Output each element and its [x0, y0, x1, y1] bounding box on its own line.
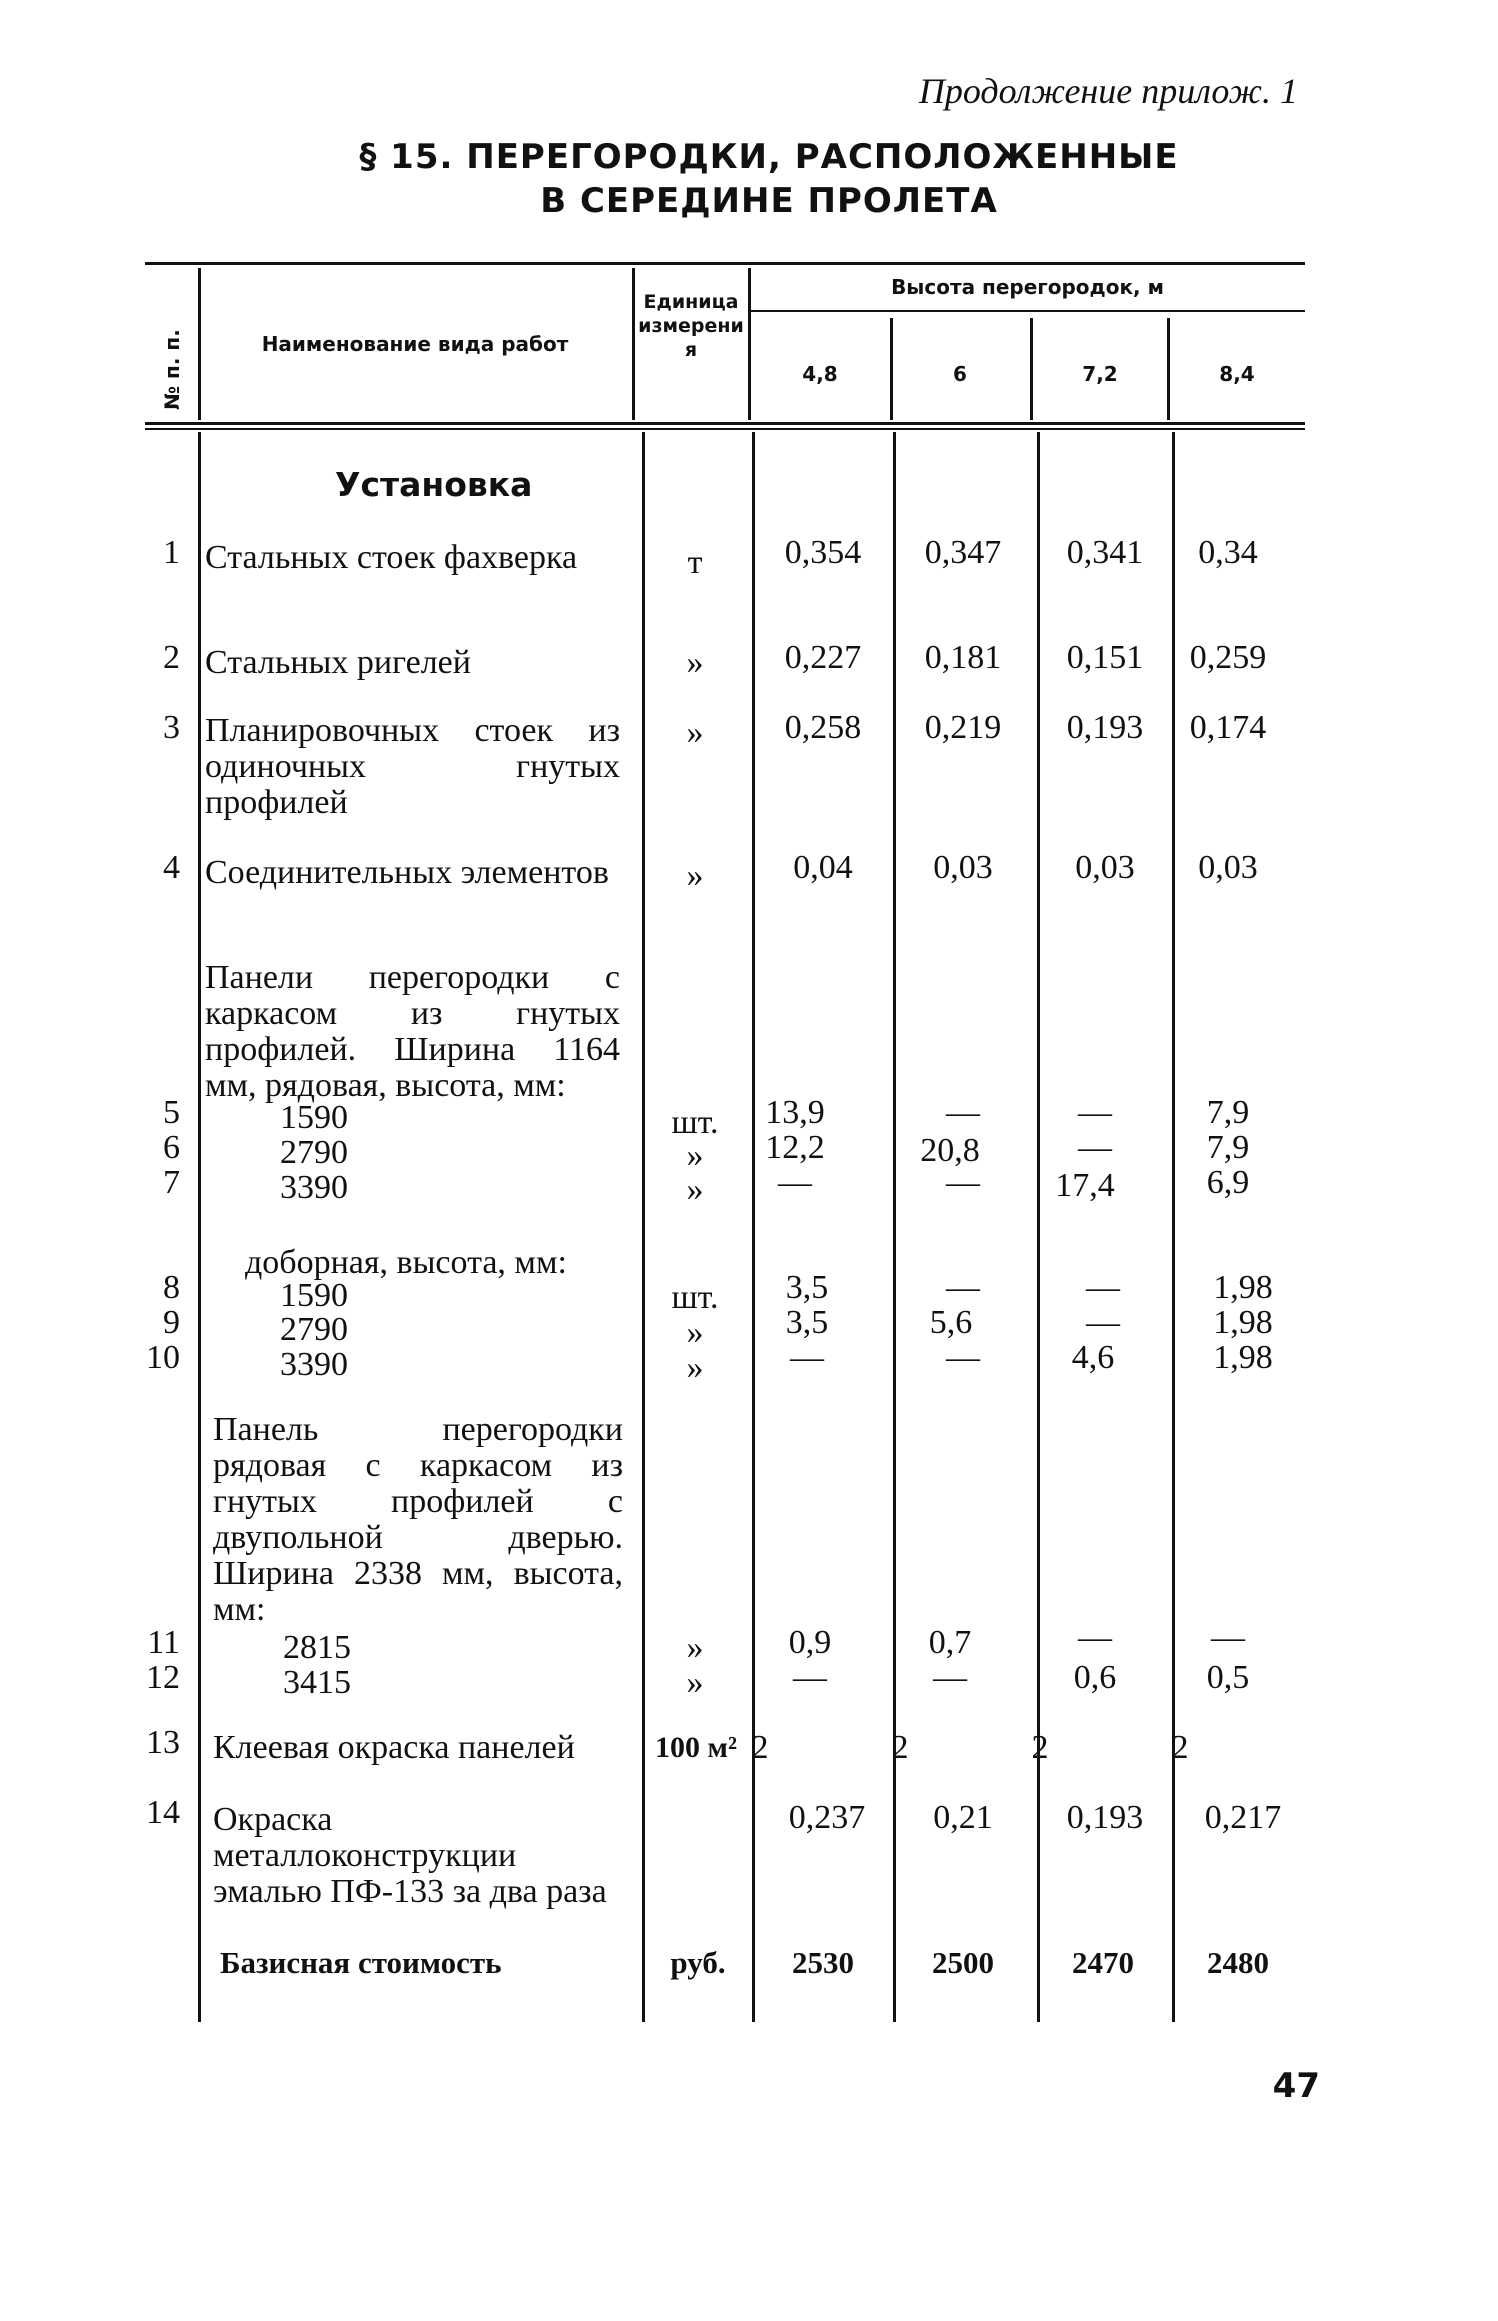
page-number: 47: [1272, 2066, 1320, 2106]
row-value: —: [790, 1339, 824, 1376]
row-name: Соединительных элементов: [205, 854, 609, 891]
row-value: 0,341: [1066, 534, 1144, 571]
height-col-2: 6: [953, 362, 967, 386]
row-value: 0,193: [1066, 709, 1144, 746]
panel-group-intro: Панели перегородки с каркасом из гнутых профилей. Ширина 1164 мм, рядовая, высота, мм:: [205, 959, 620, 1104]
row-unit: т: [687, 544, 703, 581]
row-value: 0,6: [1073, 1659, 1117, 1696]
row-value: 2480: [1207, 1945, 1269, 1980]
row-value: 2: [751, 1729, 769, 1766]
row-value: 0,237: [788, 1799, 866, 1836]
row-no: 1: [163, 534, 180, 571]
row-value: 0,259: [1189, 639, 1267, 676]
row-value: —: [1086, 1269, 1120, 1306]
row-value: 0,181: [924, 639, 1002, 676]
row-value: 1,98: [1213, 1339, 1273, 1376]
door-group-intro: Панель перегородки рядовая с каркасом из гнутых профилей с двупольной дверью. Ширина 2338 мм, высота, мм:: [213, 1411, 623, 1628]
row-value: 2530: [792, 1945, 854, 1980]
row-value: 0,03: [933, 849, 993, 886]
base-cost-label: Базисная стоимость: [220, 1945, 502, 1980]
row-no: 5: [163, 1094, 180, 1131]
row-value: 2: [1031, 1729, 1049, 1766]
row-value: —: [946, 1094, 980, 1131]
row-value: 1,98: [1213, 1304, 1273, 1341]
col-name-header: Наименование вида работ: [261, 332, 569, 356]
section-title: Установка: [335, 465, 533, 504]
row-value: —: [793, 1659, 827, 1696]
col-height-group-header: Высота перегородок, м: [891, 275, 1164, 299]
row-no: 7: [163, 1164, 180, 1201]
row-value: 0,347: [924, 534, 1002, 571]
row-name: 2790: [280, 1134, 348, 1171]
row-value: 5,6: [929, 1304, 973, 1341]
row-name: 1590: [280, 1277, 348, 1314]
row-value: 13,9: [765, 1094, 825, 1131]
row-value: 0,354: [784, 534, 862, 571]
height-col-3: 7,2: [1082, 362, 1118, 386]
row-unit: шт.: [671, 1104, 719, 1141]
row-unit: »: [686, 1314, 704, 1351]
col-unit-header: Единица измерения: [638, 291, 744, 361]
row-unit: шт.: [671, 1279, 719, 1316]
row-name: 3390: [280, 1346, 348, 1383]
row-no: 11: [147, 1624, 180, 1661]
row-value: 2: [1171, 1729, 1189, 1766]
row-value: —: [933, 1659, 967, 1696]
row-name: 2815: [283, 1629, 351, 1666]
row-value: 0,7: [928, 1624, 972, 1661]
row-unit: руб.: [670, 1945, 726, 1980]
row-value: —: [1211, 1619, 1245, 1656]
row-no: 13: [146, 1724, 180, 1761]
row-value: 2470: [1072, 1945, 1134, 1980]
row-no: 8: [163, 1269, 180, 1306]
row-unit: »: [686, 714, 704, 751]
row-name: Стальных стоек фахверка: [205, 539, 578, 576]
row-unit: »: [686, 644, 704, 681]
row-value: 0,5: [1206, 1659, 1250, 1696]
row-unit: »: [686, 1171, 704, 1208]
row-value: —: [1086, 1304, 1120, 1341]
title-line-1: § 15. ПЕРЕГОРОДКИ, РАСПОЛОЖЕННЫЕ: [359, 137, 1179, 177]
row-name: Стальных ригелей: [205, 644, 471, 681]
row-unit: 100 м²: [655, 1731, 737, 1764]
row-no: 9: [163, 1304, 180, 1341]
row-name: Клеевая окраска панелей: [213, 1729, 575, 1766]
row-value: 0,9: [788, 1624, 832, 1661]
row-no: 6: [163, 1129, 180, 1166]
panel-sub-label: доборная, высота, мм:: [245, 1244, 567, 1281]
row-value: 17,4: [1055, 1167, 1115, 1204]
row-name: 3390: [280, 1169, 348, 1206]
height-col-1: 4,8: [802, 362, 838, 386]
row-value: 0,34: [1198, 534, 1258, 571]
row-value: 0,151: [1066, 639, 1144, 676]
row-value: —: [1078, 1619, 1112, 1656]
row-value: 0,03: [1198, 849, 1258, 886]
row-name: Окраска металлоконструкции эмалью ПФ-133 за два раза: [213, 1801, 607, 1910]
continuation-note: Продолжение прилож. 1: [918, 71, 1298, 111]
row-no: 3: [163, 709, 180, 746]
row-value: 7,9: [1206, 1129, 1250, 1166]
col-no-header: № п. п.: [160, 329, 184, 410]
height-col-4: 8,4: [1219, 362, 1255, 386]
row-value: —: [946, 1339, 980, 1376]
row-value: 0,217: [1204, 1799, 1282, 1836]
row-value: 0,21: [933, 1799, 993, 1836]
row-value: 3,5: [785, 1304, 829, 1341]
row-value: 2500: [932, 1945, 994, 1980]
row-name: Планировочных стоек из одиночных гнутых профилей: [205, 712, 620, 821]
row-value: —: [946, 1164, 980, 1201]
row-no: 12: [146, 1659, 180, 1696]
row-no: 2: [163, 639, 180, 676]
row-value: —: [778, 1164, 812, 1201]
row-value: 6,9: [1206, 1164, 1250, 1201]
row-value: 1,98: [1213, 1269, 1273, 1306]
row-value: 0,04: [793, 849, 853, 886]
row-value: 0,193: [1066, 1799, 1144, 1836]
row-name: 3415: [283, 1664, 351, 1701]
row-unit: »: [686, 1349, 704, 1386]
row-value: —: [1078, 1129, 1112, 1166]
row-no: 4: [163, 849, 180, 886]
row-value: 0,03: [1075, 849, 1135, 886]
row-unit: »: [686, 1664, 704, 1701]
row-no: 14: [146, 1794, 180, 1831]
row-value: 20,8: [920, 1132, 980, 1169]
row-unit: »: [686, 1629, 704, 1666]
row-value: 0,219: [924, 709, 1002, 746]
row-value: —: [1078, 1094, 1112, 1131]
row-value: —: [946, 1269, 980, 1306]
row-unit: »: [686, 857, 704, 894]
row-value: 3,5: [785, 1269, 829, 1306]
row-value: 12,2: [765, 1129, 825, 1166]
row-name: 2790: [280, 1311, 348, 1348]
row-value: 2: [891, 1729, 909, 1766]
row-value: 7,9: [1206, 1094, 1250, 1131]
row-unit: »: [686, 1137, 704, 1174]
row-value: 0,227: [784, 639, 862, 676]
row-name: 1590: [280, 1099, 348, 1136]
title-line-2: В СЕРЕДИНЕ ПРОЛЕТА: [540, 181, 998, 221]
row-value: 0,174: [1189, 709, 1267, 746]
row-no: 10: [146, 1339, 180, 1376]
row-value: 0,258: [784, 709, 862, 746]
row-value: 4,6: [1071, 1339, 1115, 1376]
